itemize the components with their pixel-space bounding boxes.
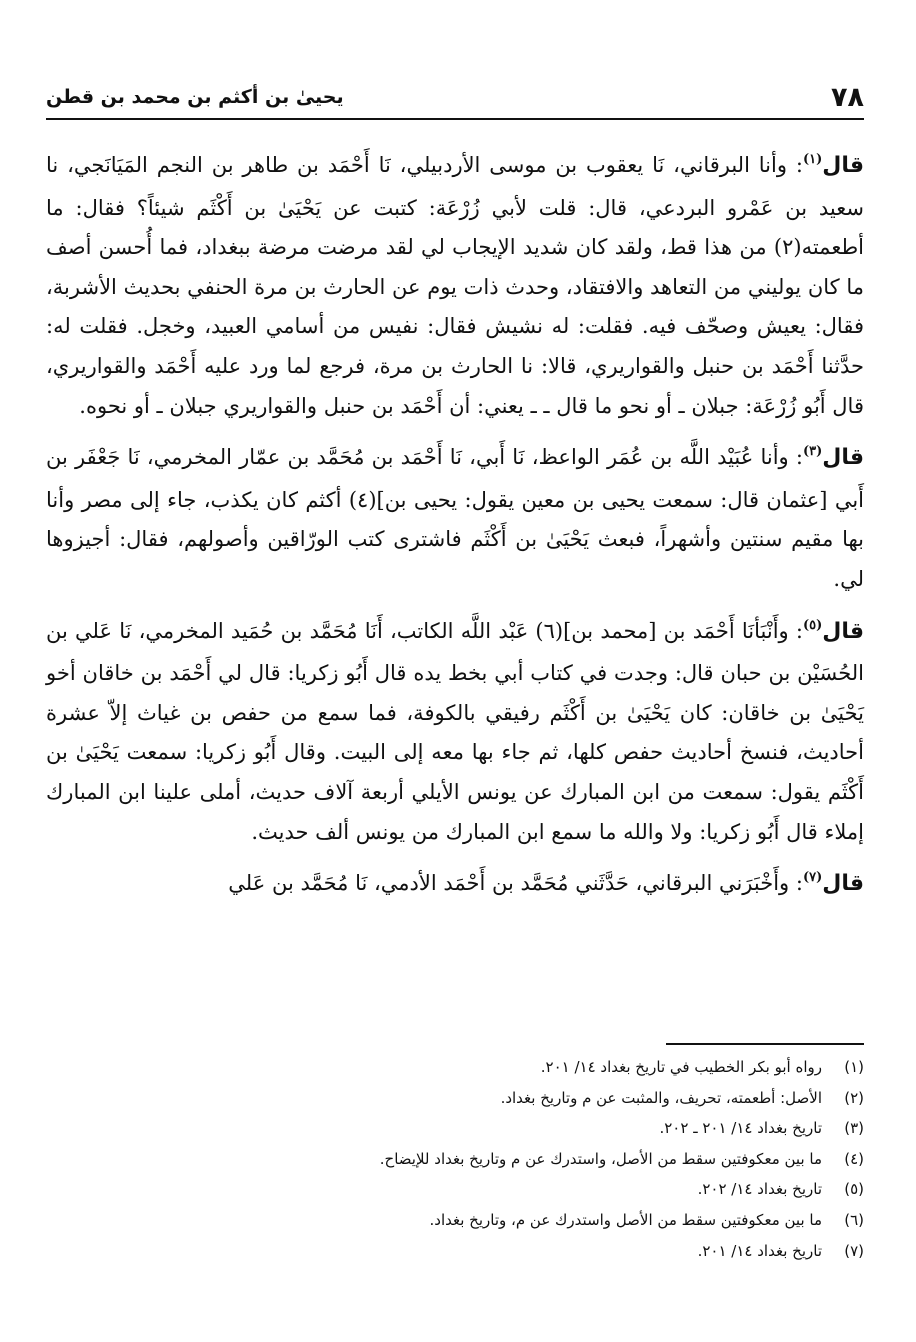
running-title: يحيىٰ بن أكثم بن محمد بن قطن <box>46 86 344 108</box>
paragraph-text: : وأَخْبَرَني البرقاني، حَدَّثَني مُحَمَّد بن أَحْمَد الأدمي، نَا مُحَمَّد بن عَلي <box>228 871 803 896</box>
footnote-number: (٢) <box>844 1088 864 1107</box>
paragraph-4 <box>46 864 864 907</box>
footnote-2 <box>46 1083 864 1114</box>
footnote-text: تاريخ بغداد ١٤/ ٢٠١ ـ ٢٠٢. <box>659 1119 822 1138</box>
footnote-text: الأصل: أطعمته، تحريف، والمثبت عن م وتاريخ بغداد. <box>500 1088 822 1107</box>
paragraph-text: : وأَنْبَأنَا أَحْمَد بن [محمد بن](٦) عَبْد اللَّه الكاتب، أَنَا مُحَمَّد بن حُمَيد المخرمي، نَا عَلي بن الحُسَيْن بن حبان قال: وجدت في كتاب أبي بخط يده قال أَبُو زكريا: قال لي أَحْمَد بن خاقان أخو يَحْيَىٰ بن خاقان: كان يَحْيَىٰ بن أَكْثَم رفيقي بالكوفة، فما سمع من حفص بن غياث إلاّ عشرة أحاديث، فنسخ أحاديث حفص كلها، ثم جاء بها معه إلى البيت. وقال أَبُو زكريا: سمعت يَحْيَىٰ بن أَكْثَم يقول: سمعت من ابن المبارك عن يونس الأيلي أربعة آلاف حديث، أملى علينا ابن المبارك إملاء قال أَبُو زكريا: ولا والله ما سمع ابن المبارك من يونس ألف حديث. <box>46 618 864 844</box>
paragraph-1 <box>46 146 864 426</box>
footnote-number: (٣) <box>844 1119 864 1138</box>
paragraph-lead: قال <box>822 445 864 471</box>
footnote-text: رواه أبو بكر الخطيب في تاريخ بغداد ١٤/ ٢٠١. <box>540 1058 822 1076</box>
footnote-3 <box>46 1113 864 1144</box>
footnote-ref: (١) <box>802 152 823 167</box>
main-text <box>46 146 864 919</box>
footnote-ref: (٥) <box>802 617 823 633</box>
footnote-text: ما بين معكوفتين سقط من الأصل واستدرك عن م، وتاريخ بغداد. <box>429 1210 822 1229</box>
footnote-number: (١) <box>844 1058 864 1076</box>
paragraph-lead: قال <box>822 871 864 897</box>
paragraph-text: : وأنا البرقاني، نَا يعقوب بن موسى الأردبيلي، نَا أَحْمَد بن طاهر بن النجم المَيَانَجي، نا سعيد بن عَمْرو البردعي، قال: قلت لأبي زُرْعَة: كتبت عن يَحْيَىٰ بن أَكْثَم شيئاً؟ فقال: ما أطعمته(٢) من هذا قط، ولقد كان شديد الإيجاب لي لقد مرضت مرضة ببغداد، فما أُحسن أصف ما كان يوليني من التعاهد والافتقاد، وحدث ذات يوم عن الحارث بن مرة الحنفي بحديث الأشربة، فقال: يعيش وصحّف فيه. فقلت: له نشيش فقال: نفيس من أسامي العبيد، وخجل. فقلت له: حدَّثنا أَحْمَد بن حنبل والقواريري، قالا: نا الحارث بن مرة، فرجع لما ورد عليه أَحْمَد والقواريري، قال أَبُو زُرْعَة: جبلان ـ أو نحو ما قال ـ ـ يعني: أن أَحْمَد بن حنبل والقواريري جبلان ـ أو نحوه. <box>46 153 864 418</box>
paragraph-lead: قال <box>822 618 865 644</box>
footnote-1 <box>46 1052 864 1083</box>
footnote-4 <box>46 1144 864 1175</box>
paragraph-2 <box>46 438 864 599</box>
footnote-number: (٤) <box>844 1149 864 1168</box>
footnote-number: (٧) <box>844 1241 864 1260</box>
footnote-text: تاريخ بغداد ١٤/ ٢٠٢. <box>697 1180 822 1199</box>
footnote-7 <box>46 1236 864 1267</box>
footnote-text: تاريخ بغداد ١٤/ ٢٠١. <box>697 1241 822 1260</box>
footnote-number: (٦) <box>844 1210 864 1229</box>
footnote-text: ما بين معكوفتين سقط من الأصل، واستدرك عن م وتاريخ بغداد للإيضاح. <box>379 1149 822 1168</box>
footnotes <box>46 1052 864 1266</box>
page-number: ٧٨ <box>831 82 864 113</box>
footnote-ref: (٣) <box>802 444 823 460</box>
footnote-divider <box>666 1043 864 1045</box>
paragraph-lead: قال <box>822 153 864 178</box>
footnote-6 <box>46 1205 864 1236</box>
footnote-5 <box>46 1174 864 1205</box>
paragraph-text: : وأنا عُبَيْد اللَّه بن عُمَر الواعظ، نَا أَبي، نَا أَحْمَد بن مُحَمَّد بن عمّار المخرمي، نَا جَعْفَر بن أَبي [عثمان قال: سمعت يحيى بن معين يقول: يحيى بن](٤) أكثم كان يكذب، جاء إلى مصر وأنا بها مقيم سنتين وأشهراً، فبعث يَحْيَىٰ بن أَكْثَم فاشترى كتب الورّاقين وأصولهم، فقال: أجيزوها لي. <box>46 445 864 591</box>
page-header <box>46 78 864 120</box>
footnote-ref: (٧) <box>802 870 823 886</box>
paragraph-3 <box>46 612 864 853</box>
footnote-number: (٥) <box>844 1180 864 1199</box>
